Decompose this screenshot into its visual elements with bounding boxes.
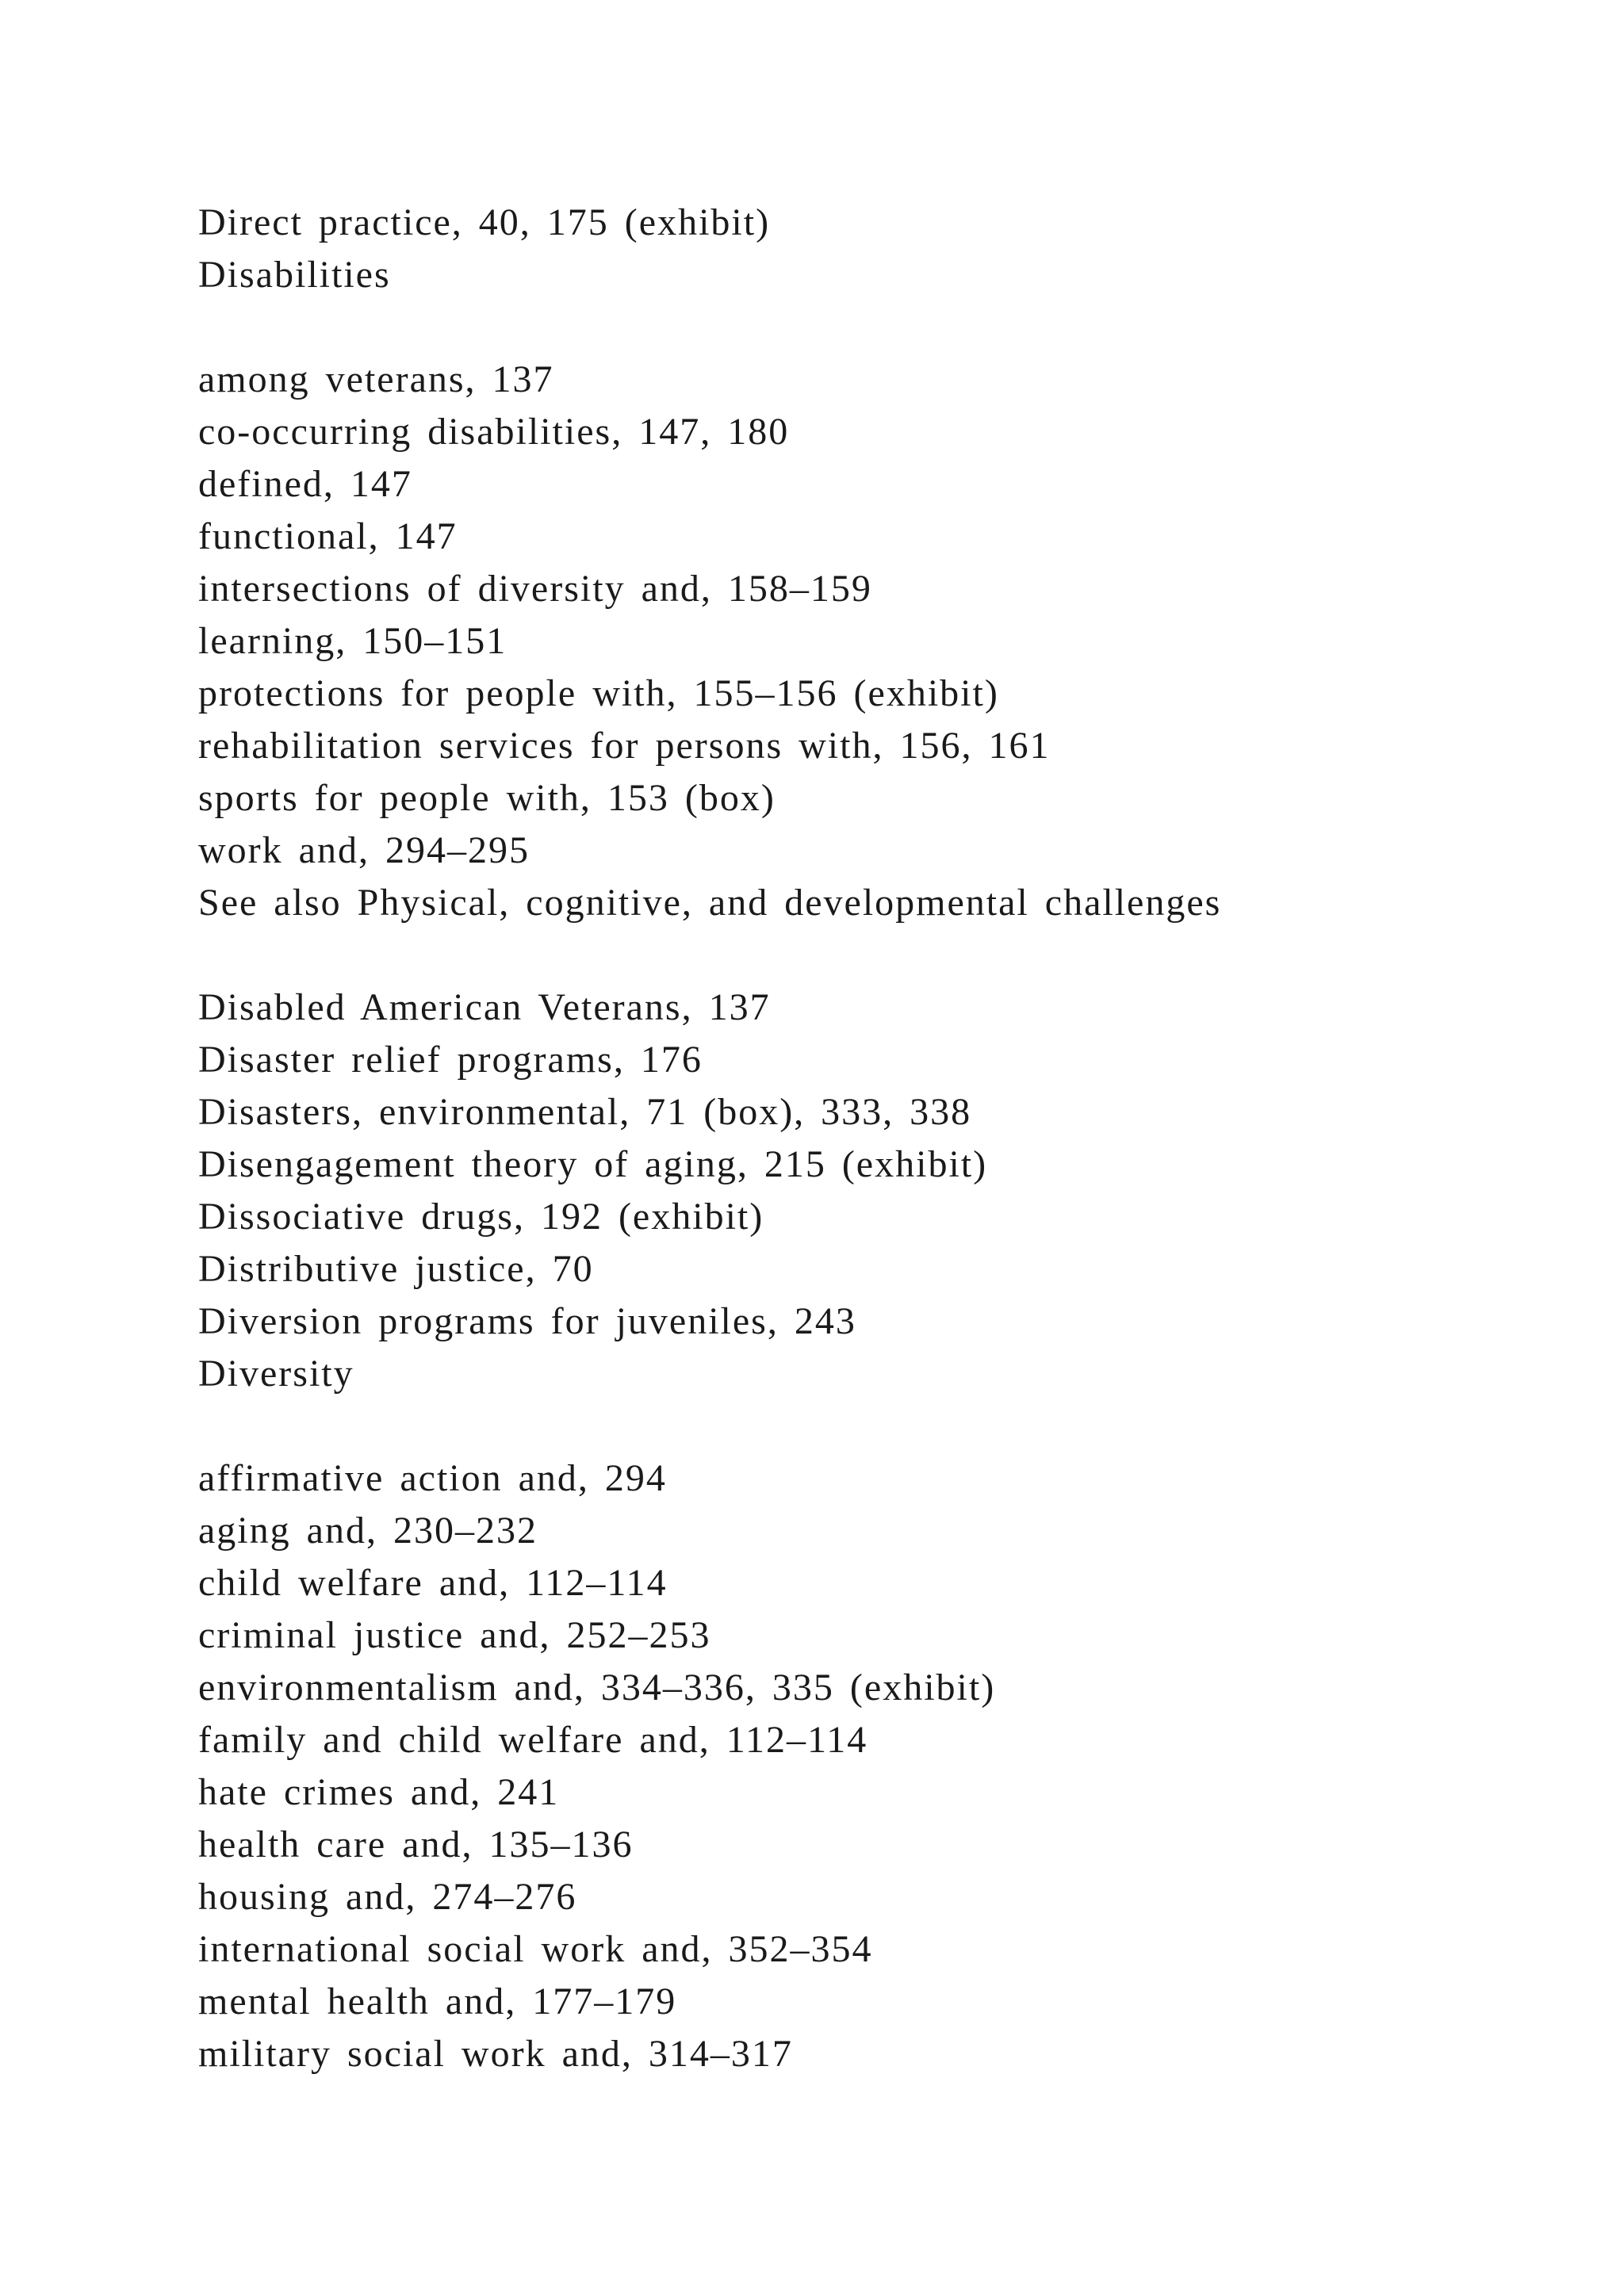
index-heading-diversity: Diversity	[198, 1353, 354, 1395]
index-subentry: functional, 147	[198, 515, 458, 557]
index-subentry: among veterans, 137	[198, 358, 554, 400]
index-subentry: hate crimes and, 241	[198, 1771, 560, 1813]
index-heading-disabilities: Disabilities	[198, 254, 391, 296]
index-subentry: military social work and, 314–317	[198, 2033, 793, 2075]
index-subentry: work and, 294–295	[198, 829, 530, 871]
index-subentry: environmentalism and, 334–336, 335 (exhibit)	[198, 1667, 996, 1709]
index-subentry: rehabilitation services for persons with, 156, 161	[198, 725, 1051, 767]
index-subentry: international social work and, 352–354	[198, 1928, 873, 1970]
index-subentry: protections for people with, 155–156 (exhibit)	[198, 672, 999, 714]
index-entry: Disabled American Veterans, 137	[198, 986, 771, 1028]
index-subentry: intersections of diversity and, 158–159	[198, 568, 872, 610]
index-entry: Diversion programs for juveniles, 243	[198, 1300, 856, 1342]
index-subentry: co-occurring disabilities, 147, 180	[198, 411, 790, 453]
index-subentry: affirmative action and, 294	[198, 1457, 667, 1499]
index-subentry: sports for people with, 153 (box)	[198, 777, 776, 819]
entry-spacer	[198, 929, 1546, 982]
index-see-also: See also Physical, cognitive, and developmental challenges	[198, 882, 1222, 924]
index-body	[198, 197, 1546, 2080]
index-subentry: criminal justice and, 252–253	[198, 1614, 711, 1656]
index-subentry: family and child welfare and, 112–114	[198, 1719, 868, 1761]
index-subentry: child welfare and, 112–114	[198, 1562, 668, 1604]
index-entry: Dissociative drugs, 192 (exhibit)	[198, 1196, 764, 1238]
index-subentry: learning, 150–151	[198, 620, 508, 662]
index-entry: Distributive justice, 70	[198, 1248, 594, 1290]
index-entry: Disaster relief programs, 176	[198, 1039, 703, 1081]
index-entry: Disengagement theory of aging, 215 (exhibit)	[198, 1143, 988, 1185]
entry-spacer	[198, 1400, 1546, 1452]
index-entry: Disasters, environmental, 71 (box), 333, 338	[198, 1091, 972, 1133]
index-subentry: mental health and, 177–179	[198, 1980, 677, 2022]
index-subentry: housing and, 274–276	[198, 1876, 577, 1918]
entry-spacer	[198, 301, 1546, 354]
index-subentry: defined, 147	[198, 463, 412, 505]
index-subentry: health care and, 135–136	[198, 1823, 634, 1866]
index-entry-direct-practice: Direct practice, 40, 175 (exhibit)	[198, 201, 771, 243]
index-subentry: aging and, 230–232	[198, 1510, 538, 1552]
